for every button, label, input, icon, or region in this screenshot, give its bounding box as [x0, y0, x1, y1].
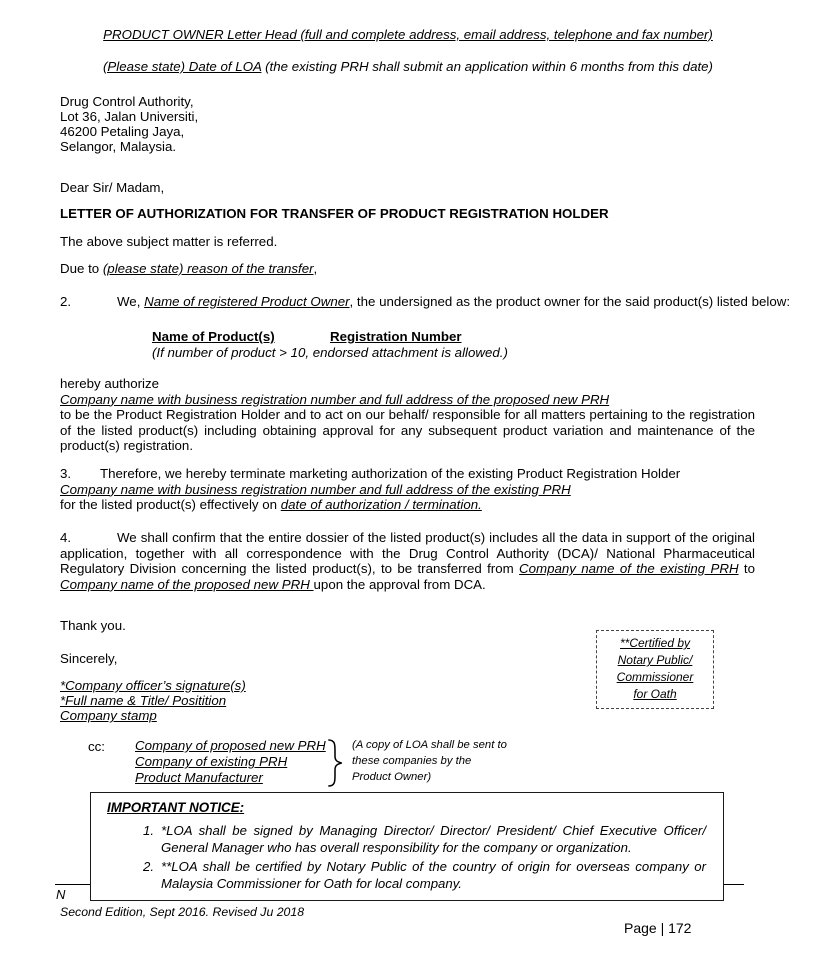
- sincerely: Sincerely,: [60, 651, 118, 666]
- subject-line: LETTER OF AUTHORIZATION FOR TRANSFER OF PRODUCT REGISTRATION HOLDER: [60, 206, 609, 221]
- cc-item: Product Manufacturer: [135, 770, 263, 786]
- recipient-line: Drug Control Authority,: [60, 94, 194, 109]
- signature-line: Company stamp: [60, 708, 157, 724]
- paragraph-2-post: , the undersigned as the product owner for the said product(s) listed below:: [349, 294, 791, 309]
- paragraph-4: [60, 530, 755, 592]
- letterhead-text: PRODUCT OWNER Letter Head (full and complete address, email address, telephone and fax number): [103, 27, 713, 42]
- important-notice-box: [90, 792, 724, 901]
- paragraph-3-tail-underlined: date of authorization / termination.: [280, 497, 482, 513]
- paragraph-2-number: 2.: [60, 294, 72, 309]
- certified-box: [596, 630, 714, 709]
- footer-hidden-text: N: [56, 887, 66, 902]
- paragraph-3-tail-pre: for the listed product(s) effectively on: [60, 497, 281, 513]
- letterhead-line: [0, 27, 816, 42]
- recipient-line: Lot 36, Jalan Universiti,: [60, 109, 199, 124]
- column-name-of-products: Name of Product(s): [152, 329, 275, 344]
- cc-list: [135, 738, 326, 787]
- page-number: Page | 172: [624, 920, 692, 936]
- cc-note-line: Product Owner): [352, 770, 432, 783]
- paragraph-4-new-prh: Company name of the proposed new PRH: [60, 576, 314, 592]
- salutation: Dear Sir/ Madam,: [60, 180, 165, 195]
- loa-date-underlined: (Please state) Date of LOA: [103, 59, 262, 74]
- paragraph-2-owner: Name of registered Product Owner: [144, 294, 350, 309]
- due-to-reason: (please state) reason of the transfer: [102, 261, 314, 276]
- loa-date-note: (the existing PRH shall submit an application within 6 months from this date): [261, 59, 713, 74]
- cc-brace: [326, 739, 344, 787]
- recipient-line: Selangor, Malaysia.: [60, 139, 177, 154]
- certified-line: for Oath: [633, 687, 677, 701]
- signature-line: *Full name & Title/ Positition: [60, 693, 227, 709]
- recipient-line: 46200 Petaling Jaya,: [60, 124, 185, 139]
- certified-line: **Certified by: [619, 636, 691, 650]
- notice-item-2: [143, 858, 706, 893]
- signature-block: [60, 678, 246, 724]
- cc-note-line: (A copy of LOA shall be sent to: [352, 739, 507, 751]
- certified-line: Notary Public/: [617, 653, 693, 667]
- paragraph-3-number: 3.: [60, 466, 72, 481]
- important-notice-title: IMPORTANT NOTICE:: [107, 800, 245, 815]
- notice-item-1-text: *LOA shall be signed by Managing Director/ Director/ President/ Chief Executive Officer/ General Manager who has overall responsibility for the company or organization.: [161, 823, 706, 856]
- paragraph-3-company: Company name with business registration number and full address of the existing PRH: [60, 481, 571, 497]
- column-registration-number: Registration Number: [330, 329, 462, 344]
- due-to-line: [60, 261, 317, 276]
- paragraph-3-lead: Therefore, we hereby terminate marketing authorization of the existing Product Registration Holder: [100, 466, 681, 481]
- paragraph-4-seg3: upon the approval from DCA.: [313, 576, 486, 592]
- signature-line: *Company officer’s signature(s): [60, 678, 246, 693]
- cc-item: Company of existing PRH: [135, 754, 288, 770]
- notice-item-2-number: 2.: [143, 858, 154, 874]
- thank-you: Thank you.: [60, 618, 126, 633]
- edition-note: Second Edition, Sept 2016. Revised Ju 2018: [60, 905, 305, 919]
- paragraph-4-existing-prh: Company name of the existing PRH: [519, 561, 739, 577]
- cc-note-line: these companies by the: [352, 754, 472, 767]
- paragraph-4-number: 4.: [60, 530, 72, 545]
- cc-label: cc:: [88, 739, 105, 754]
- authorize-body: to be the Product Registration Holder and to act on our behalf/ responsible for all matters pertaining to the registration of the listed product(s) including obtaining approval for any subsequent product variation and maintenance of the product(s) registration.: [60, 407, 755, 454]
- notice-item-2-text: **LOA shall be certified by Notary Public of the country of origin for overseas company or Malaysia Commissioner for Oath for local company.: [161, 858, 706, 891]
- authorize-company: Company name with business registration number and full address of the proposed new PRH: [60, 391, 610, 407]
- paragraph-2-pre: We,: [117, 294, 145, 309]
- paragraph-4-seg1: We shall confirm that the entire dossier of the listed product(s) includes all the data in support of the original application, together with all correspondence with the Drug Control Authority (DCA)/ National Pharmaceutical Regulatory Division concerning the listed product(s), to be transferred from: [60, 530, 755, 577]
- important-notice-items: [143, 822, 706, 892]
- notice-item-1: [143, 822, 706, 857]
- due-to-prefix: Due to: [60, 261, 103, 276]
- due-to-suffix: ,: [313, 261, 318, 276]
- loa-date-line: [0, 59, 816, 74]
- recipient-address: [60, 94, 198, 154]
- products-note: (If number of product > 10, endorsed attachment is allowed.): [152, 345, 508, 360]
- paragraph-4-seg2: to: [738, 561, 755, 577]
- authorize-block: [60, 376, 755, 454]
- cc-item: Company of proposed new PRH: [135, 738, 326, 753]
- intro-line: The above subject matter is referred.: [60, 234, 278, 249]
- cc-note: [352, 738, 507, 785]
- paragraph-3-lead-line: [60, 466, 755, 482]
- paragraph-3: [60, 466, 755, 513]
- authorize-lead: hereby authorize: [60, 376, 160, 391]
- certified-line: Commissioner: [616, 670, 694, 684]
- notice-item-1-number: 1.: [143, 823, 154, 838]
- paragraph-3-tail: [60, 497, 755, 513]
- paragraph-2: [60, 294, 812, 310]
